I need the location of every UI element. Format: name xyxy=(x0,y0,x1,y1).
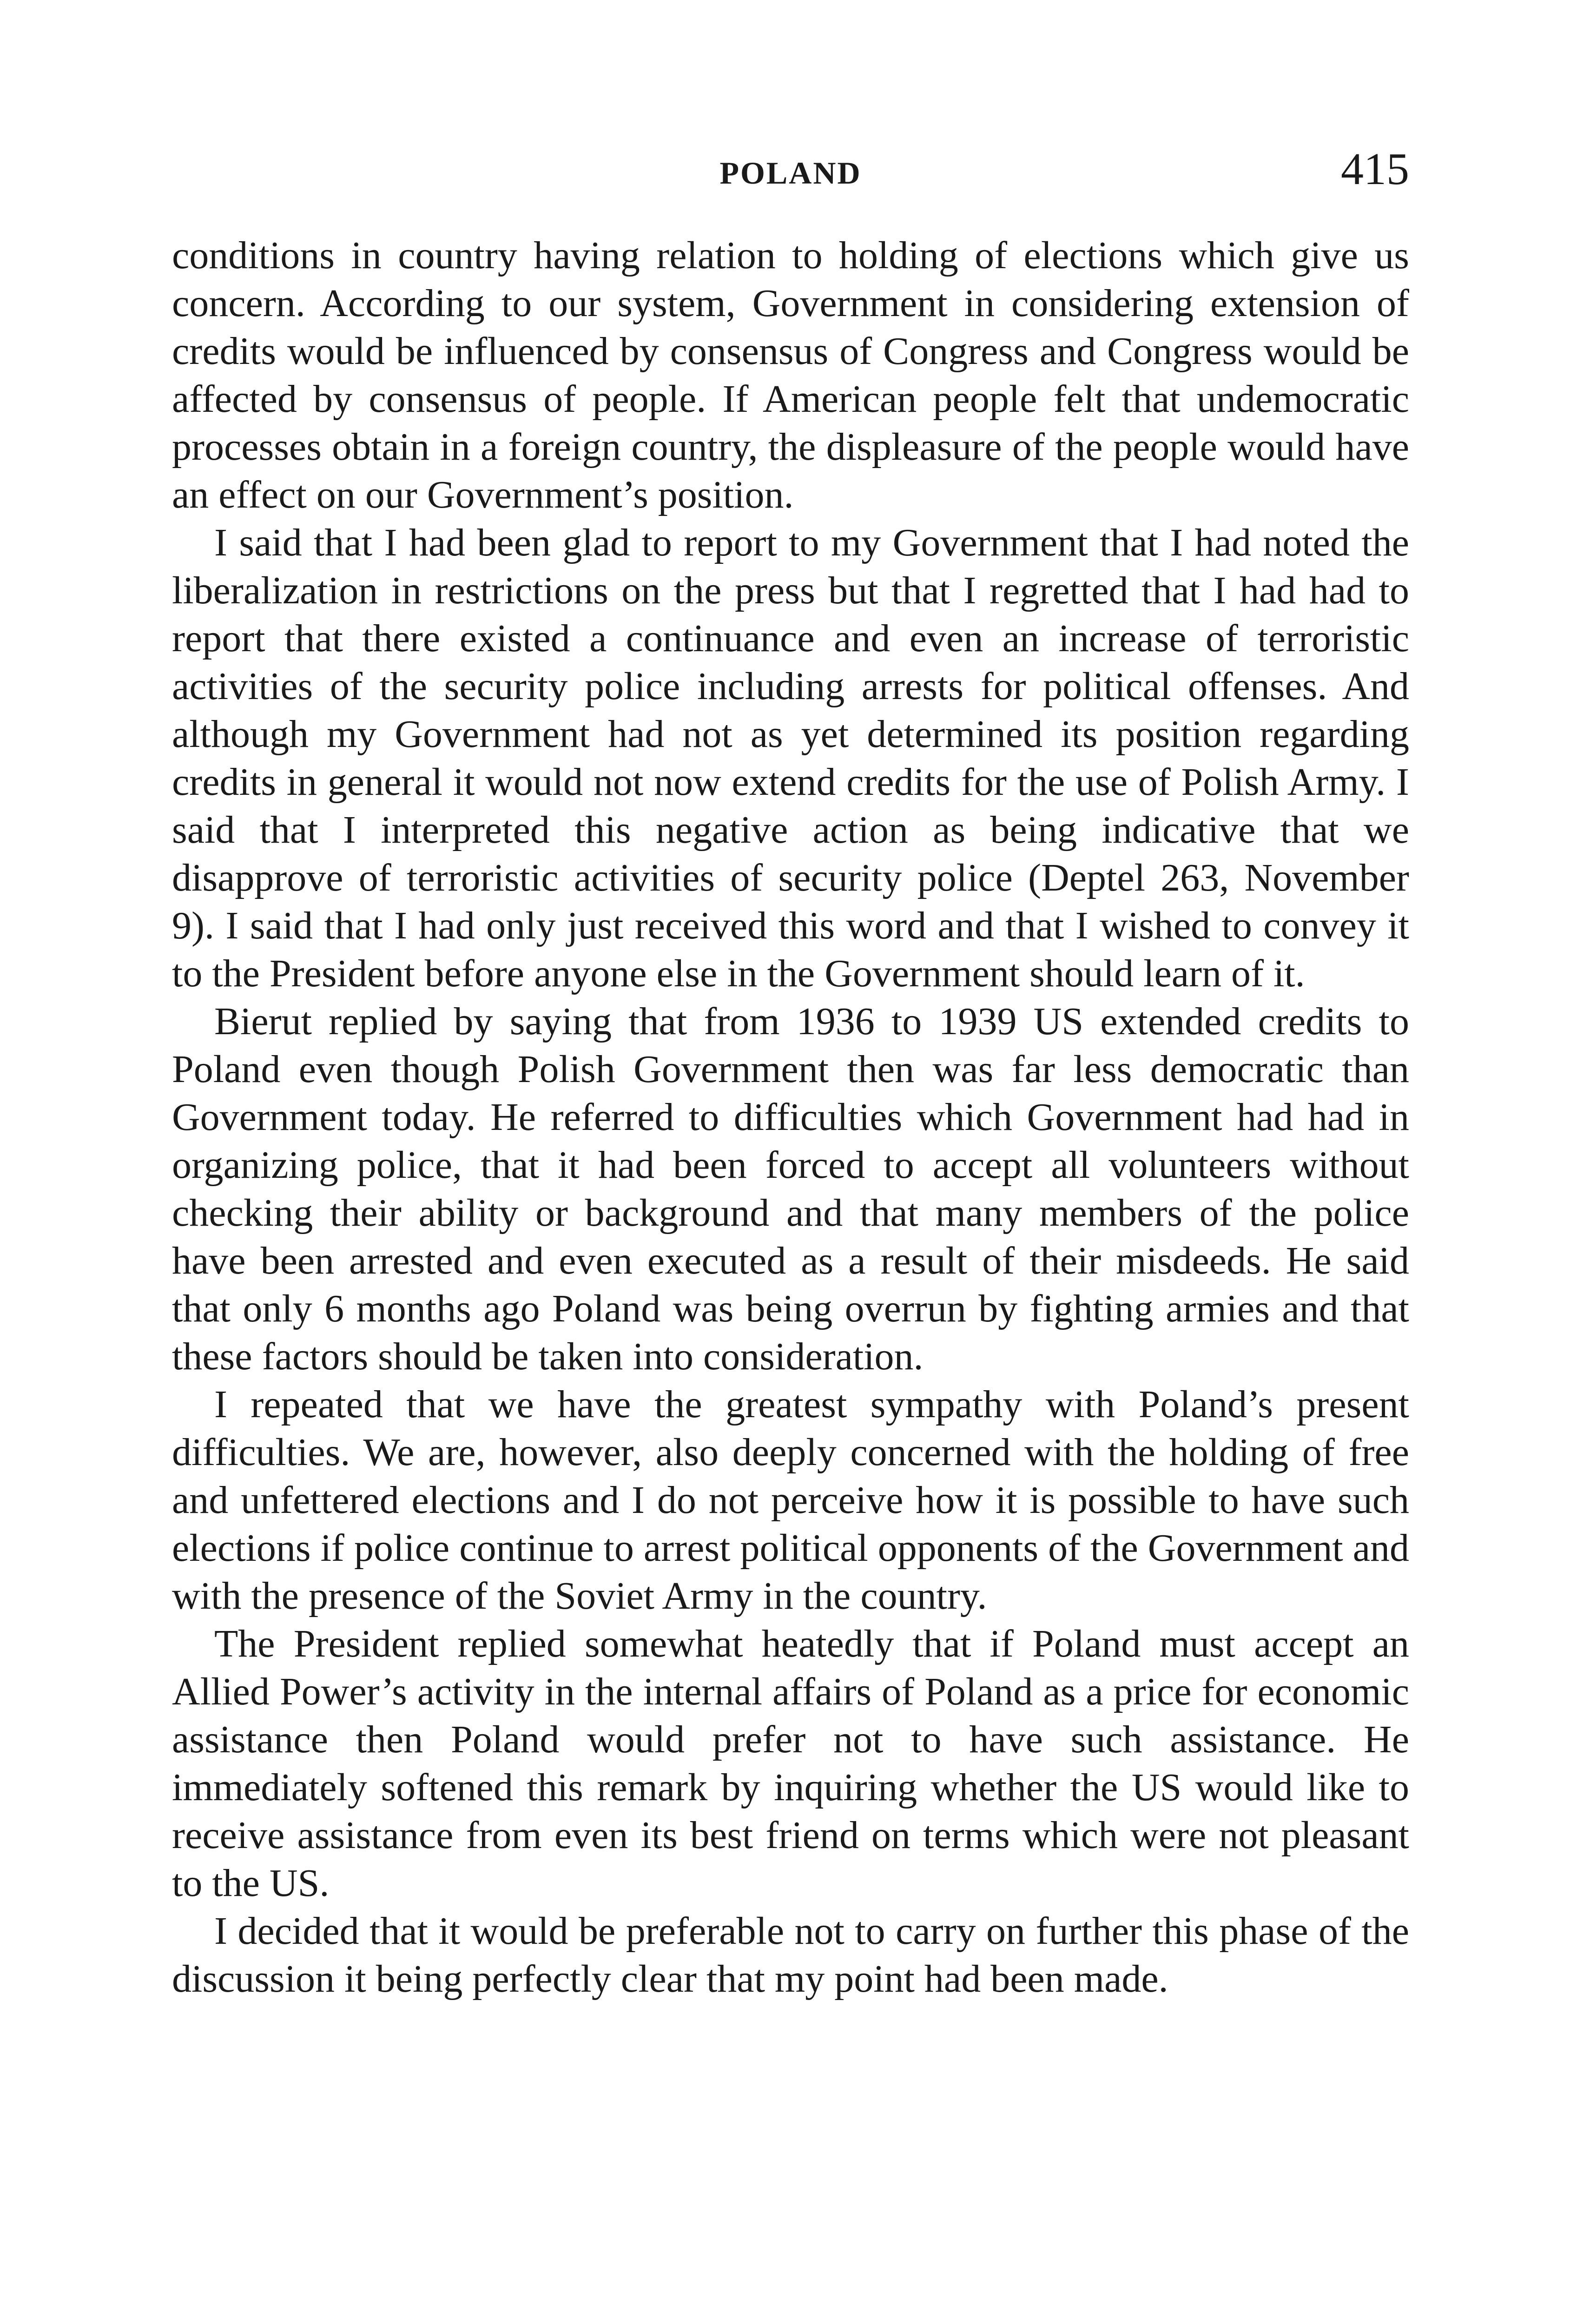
running-head: POLAND xyxy=(719,155,862,191)
paragraph-sympathy: I repeated that we have the greatest sympathy with Poland’s present difficulties. We are, however, also deeply concerned with the holding of free and unfettered elections and I do not perceive how it is possible to have such elections if police continue to arrest political opponents of the Government and with the presence of the Soviet Army in the country. xyxy=(172,1383,1409,1618)
body-text xyxy=(172,231,1409,2003)
paragraph-report-to-government: I said that I had been glad to report to my Government that I had noted the liberalization in restrictions on the press but that I regretted that I had had to report that there existed a continuance and even an increase of terroristic activities of the security police including arrests for political offenses. And although my Government had not as yet determined its position regarding credits in general it would not now extend credits for the use of Polish Army. I said that I interpreted this negative action as being indicative that we disapprove of terroristic activities of security police (Deptel 263, November 9). I said that I had only just received this word and that I wished to convey it to the President before anyone else in the Government should learn of it. xyxy=(172,521,1409,995)
paragraph-president-reply: The President replied somewhat heatedly that if Poland must accept an Allied Power’s activity in the internal affairs of Poland as a price for economic assistance then Poland would prefer not to have such assistance. He immediately softened this remark by inquiring whether the US would like to receive assistance from even its best friend on terms which were not pleasant to the US. xyxy=(172,1622,1409,1905)
page-header xyxy=(172,146,1409,202)
paragraph-continuation: conditions in country having relation to holding of elections which give us concern. According to our system, Government in considering extension of credits would be influenced by consensus of Congress and Congress would be affected by consensus of people. If American people felt that undemocratic processes obtain in a foreign country, the displeasure of the people would have an effect on our Government’s position. xyxy=(172,234,1409,516)
paragraph-conclusion: I decided that it would be preferable not to carry on further this phase of the discussion it being perfectly clear that my point had been made. xyxy=(172,1909,1409,2000)
page-number: 415 xyxy=(1341,144,1409,194)
paragraph-bierut-reply: Bierut replied by saying that from 1936 to 1939 US extended credits to Poland even though Polish Government then was far less democratic than Government today. He referred to difficulties which Government had had in organizing police, that it had been forced to accept all volunteers without checking their ability or background and that many members of the police have been arrested and even executed as a result of their misdeeds. He said that only 6 months ago Poland was being overrun by fighting armies and that these factors should be taken into consideration. xyxy=(172,1000,1409,1378)
